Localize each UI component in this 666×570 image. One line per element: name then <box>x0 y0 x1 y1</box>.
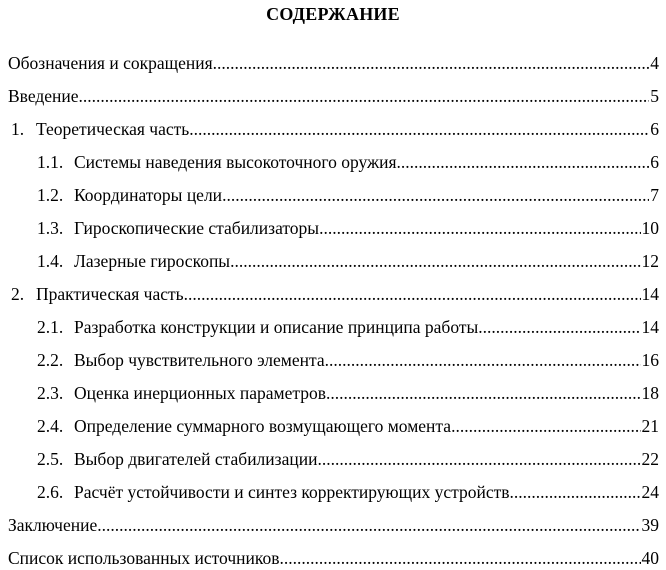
document-title: СОДЕРЖАНИЕ <box>266 4 400 24</box>
toc-entry-label: Расчёт устойчивости и синтез корректирующих устройств <box>74 482 510 502</box>
toc-entry-abbreviations <box>8 52 659 74</box>
toc-entry-label: Обозначения и сокращения <box>8 53 213 73</box>
toc-entry-section-1-1 <box>37 151 659 173</box>
toc-dot-leader <box>189 118 649 140</box>
toc-entry-number: 1. <box>11 119 25 139</box>
toc-entry-label: Оценка инерционных параметров <box>74 383 326 403</box>
toc-entry-page: 40 <box>641 548 659 568</box>
toc-entry-page: 16 <box>641 350 659 370</box>
toc-entry-number: 1.2. <box>37 185 64 205</box>
toc-entry-section-2 <box>11 283 659 305</box>
toc-dot-leader <box>319 217 640 239</box>
toc-dot-leader <box>317 448 640 470</box>
toc-entry-page: 14 <box>641 317 659 337</box>
toc-entry-page: 24 <box>641 482 659 502</box>
toc-entry-section-2-6 <box>37 481 659 503</box>
toc-entry-page: 4 <box>650 53 659 73</box>
toc-dot-leader <box>280 547 641 569</box>
toc-entry-references <box>8 547 659 569</box>
toc-entry-number: 2.4. <box>37 416 64 436</box>
toc-entry-number: 2.6. <box>37 482 64 502</box>
toc-entry-section-1-3 <box>37 217 659 239</box>
toc-entry-page: 7 <box>650 185 659 205</box>
toc-entry-label: Практическая часть <box>36 284 184 304</box>
toc-dot-leader <box>451 415 640 437</box>
toc-entry-label: Выбор чувствительного элемента <box>74 350 325 370</box>
toc-entry-section-1 <box>11 118 659 140</box>
toc-entry-page: 39 <box>641 515 659 535</box>
toc-dot-leader <box>184 283 641 305</box>
toc-entry-label: Системы наведения высокоточного оружия <box>74 152 397 172</box>
toc-entry-section-1-2 <box>37 184 659 206</box>
toc-entry-label: Выбор двигателей стабилизации <box>74 449 318 469</box>
toc-entry-conclusion <box>8 514 659 536</box>
toc-entry-number: 1.1. <box>37 152 64 172</box>
toc-entry-section-1-4 <box>37 250 659 272</box>
toc-entry-number: 2.3. <box>37 383 64 403</box>
toc-entry-section-2-4 <box>37 415 659 437</box>
toc-entry-number: 1.3. <box>37 218 64 238</box>
toc-entry-section-2-1 <box>37 316 659 338</box>
toc-entry-page: 14 <box>641 284 659 304</box>
toc-dot-leader <box>213 52 650 74</box>
toc-entry-page: 18 <box>641 383 659 403</box>
toc-dot-leader <box>325 349 641 371</box>
toc-entry-label: Гироскопические стабилизаторы <box>74 218 320 238</box>
toc-entry-number: 1.4. <box>37 251 64 271</box>
toc-entry-number: 2.2. <box>37 350 64 370</box>
toc-dot-leader <box>79 85 650 107</box>
toc-entry-section-2-2 <box>37 349 659 371</box>
toc-entry-page: 21 <box>641 416 659 436</box>
toc-entry-label: Заключение <box>8 515 98 535</box>
toc-entry-introduction <box>8 85 659 107</box>
toc-entry-number: 2.5. <box>37 449 64 469</box>
toc-entry-page: 22 <box>641 449 659 469</box>
toc-dot-leader <box>222 184 649 206</box>
toc-entry-page: 6 <box>650 152 659 172</box>
toc-entry-label: Введение <box>8 86 79 106</box>
toc-entry-label: Теоретическая часть <box>36 119 190 139</box>
toc-entry-label: Лазерные гироскопы <box>74 251 231 271</box>
toc-dot-leader <box>97 514 640 536</box>
toc-dot-leader <box>326 382 641 404</box>
toc-dot-leader <box>230 250 640 272</box>
toc-entry-label: Разработка конструкции и описание принципа работы <box>74 317 479 337</box>
toc-entry-page: 5 <box>650 86 659 106</box>
toc-entry-page: 6 <box>650 119 659 139</box>
toc-dot-leader <box>397 151 650 173</box>
toc-dot-leader <box>510 481 641 503</box>
toc-entry-number: 2. <box>11 284 25 304</box>
toc-entry-page: 10 <box>641 218 659 238</box>
toc-entry-page: 12 <box>641 251 659 271</box>
toc-entry-number: 2.1. <box>37 317 64 337</box>
toc-entry-label: Определение суммарного возмущающего момента <box>74 416 452 436</box>
toc-entry-section-2-5 <box>37 448 659 470</box>
toc-dot-leader <box>478 316 640 338</box>
toc-entry-label: Список использованных источников <box>8 548 280 568</box>
toc-entry-label: Координаторы цели <box>74 185 223 205</box>
toc-entry-section-2-3 <box>37 382 659 404</box>
